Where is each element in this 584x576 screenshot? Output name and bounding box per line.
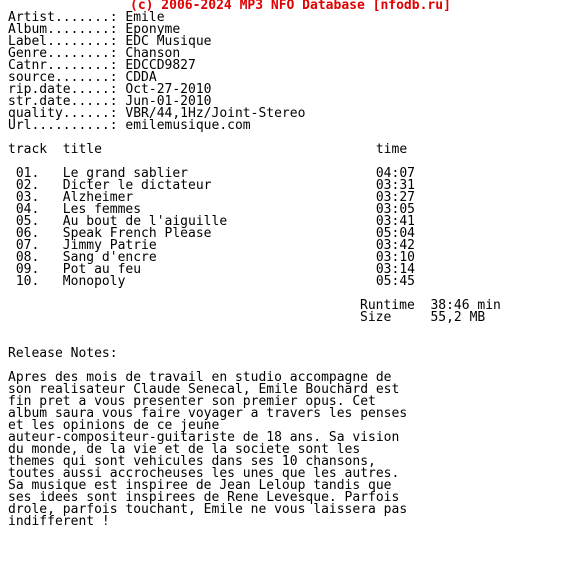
header-line: quality......: VBR/44,1Hz/Joint-Stereo (8, 106, 306, 121)
header-line: Genre........: Chanson (8, 46, 181, 61)
release-notes: Apres des mois de travail en studio accompagne de son realisateur Claude Senecal, Emile Bouchard est fin pret a vous presenter son premier opus. Cet album saura vous faire voyager a travers les penses et les opinions de ce jeune auteur-compositeur-guitariste de 18 ans. Sa vision du monde, de la vie et de la societe sont les themes qui sont vehicules dans ses 10 chansons, toutes aussi accrocheuses les unes que les autres. Sa musique est inspiree de Jean Leloup tandis que ses idees sont inspirees de Rene Levesque. Parfois drole, parfois touchant, Emile ne vous laissera pas indifferent ! (8, 370, 408, 529)
header-line: Album........: Eponyme (8, 22, 181, 37)
header-line: rip.date.....: Oct-27-2010 (8, 82, 212, 97)
totals: Runtime 38:46 min Size 55,2 MB (360, 298, 501, 325)
header-line: Artist.......: Emile (8, 10, 165, 25)
release-header (8, 12, 305, 132)
header-line: Catnr........: EDCCD9827 (8, 58, 196, 73)
header-line: source.......: CDDA (8, 70, 157, 85)
header-line: str.date.....: Jun-01-2010 (8, 94, 212, 109)
release-notes-title: Release Notes: (8, 346, 118, 361)
header-line: Url..........: emilemusique.com (8, 118, 251, 133)
copyright-banner: (c) 2006-2024 MP3 NFO Database [nfodb.ru] (130, 0, 451, 13)
tracklist: track title time 01. Le grand sablier 04:07 02. Dicter le dictateur 03:31 03. Alzheimer 03:27 04. Les femmes 03:05 05. Au bout de l'aiguille 03:41 06. Speak French Please 05:04 07. Jimmy Patrie 03:42 08. Sang d'encre 03:10 09. Pot au feu 03:14 10. Monopoly 05:45 (8, 142, 415, 289)
header-line: Label........: EDC Musique (8, 34, 212, 49)
